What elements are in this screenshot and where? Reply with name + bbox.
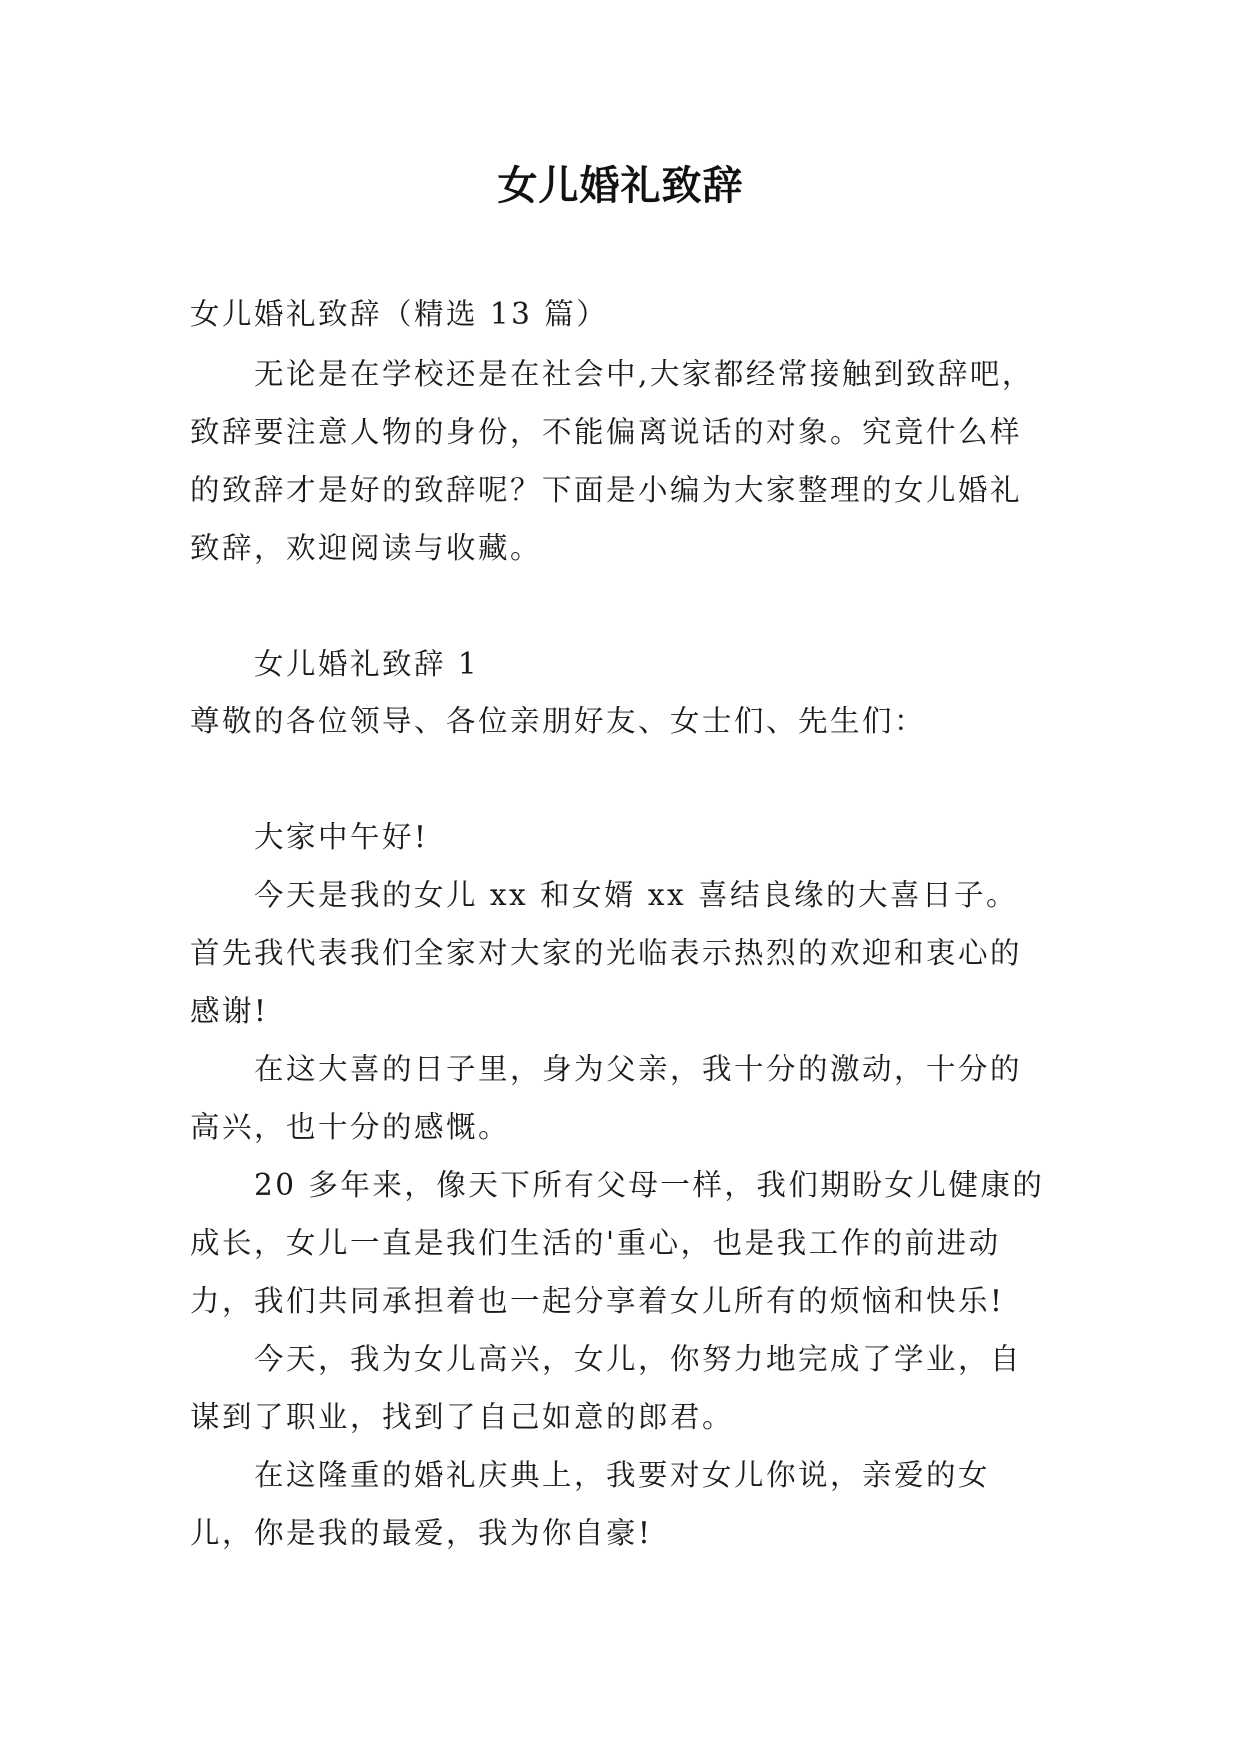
- section-heading: 女儿婚礼致辞 1: [254, 647, 480, 681]
- body-paragraph: 在这隆重的婚礼庆典上，我要对女儿你说，亲爱的女儿，你是我的最爱，我为你自豪!: [190, 1458, 991, 1550]
- intro-paragraph: 无论是在学校还是在社会中,大家都经常接触到致辞吧，致辞要注意人物的身份，不能偏离说话的对象。究竟什么样的致辞才是好的致辞呢？下面是小编为大家整理的女儿婚礼致辞，欢迎阅读与收藏。: [190, 357, 1034, 565]
- good-noon-line: 大家中午好!: [254, 820, 429, 854]
- body-paragraph: 在这大喜的日子里，身为父亲，我十分的激动，十分的高兴，也十分的感慨。: [190, 1052, 1023, 1144]
- document-subtitle: 女儿婚礼致辞（精选 13 篇）: [190, 297, 609, 331]
- body-paragraph: 今天是我的女儿 xx 和女婿 xx 喜结良缘的大喜日子。首先我代表我们全家对大家的光临表示热烈的欢迎和衷心的感谢!: [190, 878, 1023, 1028]
- document-title: 女儿婚礼致辞: [497, 163, 744, 209]
- greeting-line: 尊敬的各位领导、各位亲朋好友、女士们、先生们：: [190, 704, 927, 738]
- body-paragraph: 20 多年来，像天下所有父母一样，我们期盼女儿健康的成长，女儿一直是我们生活的'重心，也是我工作的前进动力，我们共同承担着也一起分享着女儿所有的烦恼和快乐!: [190, 1168, 1045, 1318]
- body-paragraph: 今天，我为女儿高兴，女儿，你努力地完成了学业，自谋到了职业，找到了自己如意的郎君。: [190, 1342, 1023, 1434]
